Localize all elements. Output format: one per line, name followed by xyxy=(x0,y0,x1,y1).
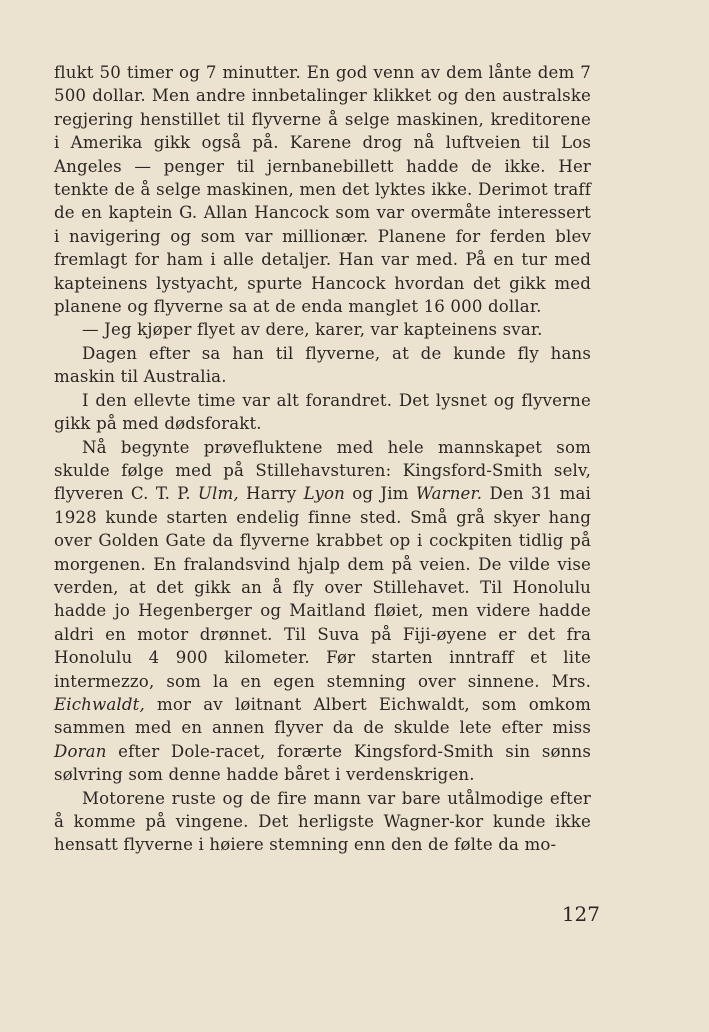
text-segment: mor av løitnant Albert Eichwaldt, som omkom sammen med en annen flyver da de skulde lete efter miss xyxy=(54,694,591,738)
paragraph xyxy=(54,318,591,341)
paragraph xyxy=(54,61,591,318)
paragraph xyxy=(54,389,591,436)
text-segment: flukt 50 timer og 7 minutter. En god venn av dem lånte dem 7 500 dollar. Men andre innbetalinger klikket og den australske regjering henstillet til flyverne å selge maskinen, kreditorene i Amerika gikk også på. Karene drog nå luftveien til Los Angeles — penger til jernbanebillett hadde de ikke. Her tenkte de å selge maskinen, men det lyktes ikke. Derimot traff de en kaptein G. Allan Hancock som var overmåte interessert i navigering og som var millionær. Planene for ferden blev fremlagt for ham i alle detaljer. Han var med. På en tur med kapteinens lystyacht, spurte Hancock hvordan det gikk med planene og flyverne sa at de enda manglet 16 000 dollar. xyxy=(54,63,591,317)
paragraph xyxy=(54,787,591,857)
text-segment: Nå begynte prøvefluktene med hele mannskapet som skulde følge med på Stillehavsturen: Kingsford-Smith selv, flyveren C. T. P. xyxy=(54,437,591,504)
italic-name: Ulm, xyxy=(197,484,239,504)
text-segment: I den ellevte time var alt forandret. Det lysnet og flyverne gikk på med dødsforakt. xyxy=(54,390,591,434)
italic-name: Lyon xyxy=(303,484,346,504)
italic-name: Eichwaldt, xyxy=(54,694,145,714)
text-segment: efter Dole-racet, forærte Kingsford-Smith sin sønns sølvring som denne hadde båret i verdenskrigen. xyxy=(54,741,591,785)
body-text xyxy=(54,61,591,857)
page-number: 127 xyxy=(561,902,600,926)
paragraph xyxy=(54,342,591,389)
text-segment: Harry xyxy=(238,484,304,504)
text-segment: Den 31 mai 1928 kunde starten endelig finne sted. Små grå skyer hang over Golden Gate da flyverne krabbet op i cockpiten tidlig på morgenen. En fralandsvind hjalp dem på veien. De vilde vise verden, at det gikk an å fly over Stillehavet. Til Honolulu hadde jo Hegenberger og Maitland fløiet, men videre hadde aldri en motor drønnet. Til Suva på Fiji-øyene er det fra Honolulu 4 900 kilometer. Før starten inntraff et lite intermezzo, som la en egen stemning over sinnene. Mrs. xyxy=(54,484,591,691)
text-segment: — Jeg kjøper flyet av dere, karer, var kapteinens svar. xyxy=(82,320,543,340)
text-segment: Dagen efter sa han til flyverne, at de kunde fly hans maskin til Australia. xyxy=(54,343,591,387)
text-segment: og Jim xyxy=(345,484,416,504)
italic-name: Warner. xyxy=(415,484,483,504)
italic-name: Doran xyxy=(54,741,107,761)
paragraph xyxy=(54,436,591,787)
text-segment: Motorene ruste og de fire mann var bare utålmodige efter å komme på vingene. Det herligste Wagner-kor kunde ikke hensatt flyverne i høiere stemning enn den de følte da mo- xyxy=(54,788,591,855)
